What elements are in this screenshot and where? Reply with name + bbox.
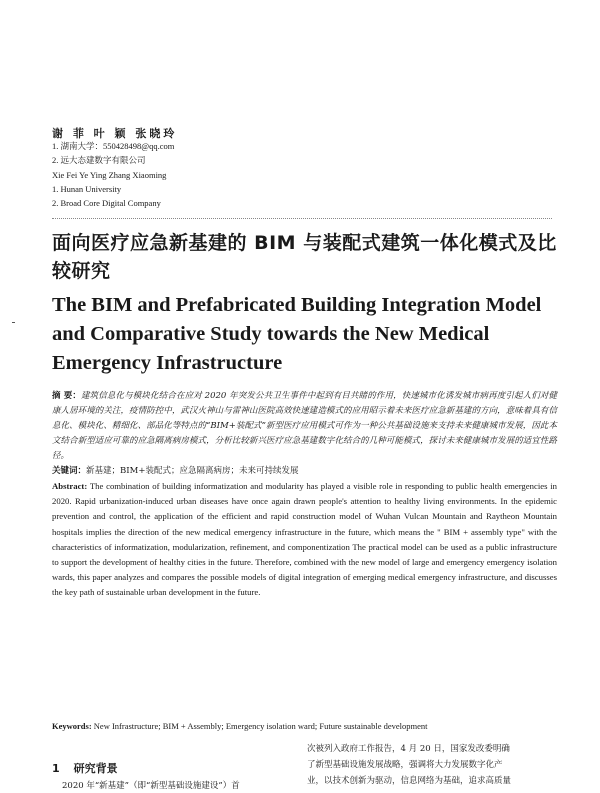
abstract-cn-label: 摘 要： bbox=[52, 391, 81, 401]
title-en: The BIM and Prefabricated Building Integration Model and Comparative Study towards the New Medical Emergency Infrastructure bbox=[52, 294, 542, 374]
abstract-en-text: The combination of building informatization and modularity has played a visible role in responding to public health emergencies in 2020. Rapid urbanization-induced urban diseases have once again drawn people's attention to healthy living environments. In the epidemic prevention and control, the application of the efficient and rapid construction model of Wuhan Vulcan Mountain and Raytheon Mountain hospitals implies the direction of the new medical emergency infrastructure in the future, which means the " BIM + assembly type" with the characteristics of informatization, modularization, refinement, and componentization The practical model can be used as a public infrastructure to support the development of healthy cities in the future. Therefore, combined with the new model of large and emergency emergency isolation wards, this paper analyzes and compares the possible models of digital integration of emerging medical emergency infrastructure, and discusses the key path of sustainable urban development in the future. bbox=[52, 481, 557, 598]
body-right-line: 业，以技术创新为驱动，信息网络为基础，追求高质量 bbox=[307, 776, 512, 786]
section-title: 研究背景 bbox=[73, 762, 118, 775]
affiliation-cn-2: 2. 远大态建数字有限公司 bbox=[52, 155, 146, 165]
title-cn: 面向医疗应急新基建的 BIM 与装配式建筑一体化模式及比较研究 bbox=[52, 232, 557, 282]
keywords-en-text: New Infrastructure; BIM + Assembly; Emergency isolation ward; Future sustainable development bbox=[93, 721, 428, 731]
section-heading bbox=[52, 760, 118, 776]
affiliation-en-1: 1. Hunan University bbox=[52, 184, 122, 194]
keywords-en bbox=[52, 719, 557, 733]
affiliation-en-2: 2. Broad Core Digital Company bbox=[52, 198, 161, 208]
keywords-cn-label: 关键词： bbox=[52, 466, 87, 476]
keywords-cn-text: 新基建；BIM+装配式；应急隔离病房；未来可持续发展 bbox=[86, 466, 299, 476]
affiliation-cn-1: 1. 湖南大学：550428498@qq.com bbox=[52, 141, 175, 151]
authors-cn: 谢 菲 叶 颖 张晓玲 bbox=[52, 127, 178, 140]
keywords-en-label: Keywords: bbox=[52, 721, 92, 731]
header-divider bbox=[52, 218, 552, 219]
body-right-line: 次被列入政府工作报告，4 月 20 日，国家发改委明确 bbox=[307, 744, 510, 754]
abstract-en bbox=[52, 479, 557, 601]
abstract-cn-text: 建筑信息化与模块化结合在应对 2020 年突发公共卫生事件中起到有目共睹的作用，快速城市化诱发城市病再度引起人们对健康人居环境的关注，疫情防控中，武汉火神山与雷神山医院高效快速建造模式的应用昭示着未来医疗应急新基建的方向，意味着具有信息化、模块化、精细化、部品化等特点的“BIM+装配式”新型医疗应用模式可作为一种公共基础设施来支持未来健康城市发展，因此本文结合新型适应可靠的应急隔离病房模式，分析比较新兴医疗应急基建数字化结合的几种可能模式，探讨未来健康城市发展的适宜性路径。 bbox=[52, 391, 558, 461]
keywords-cn bbox=[52, 464, 557, 478]
abstract-en-label: Abstract: bbox=[52, 481, 88, 491]
margin-mark bbox=[12, 322, 15, 323]
body-left-line: 2020 年“新基建”（即“新型基础设施建设”）首 bbox=[62, 781, 240, 791]
authors-en: Xie Fei Ye Ying Zhang Xiaoming bbox=[52, 170, 167, 180]
body-column-left bbox=[62, 779, 292, 793]
body-right-line: 了新型基础设施发展战略，强调将大力发展数字化产 bbox=[307, 760, 503, 770]
body-column-right bbox=[307, 741, 560, 789]
section-number: 1 bbox=[52, 762, 60, 775]
abstract-cn bbox=[52, 389, 557, 464]
